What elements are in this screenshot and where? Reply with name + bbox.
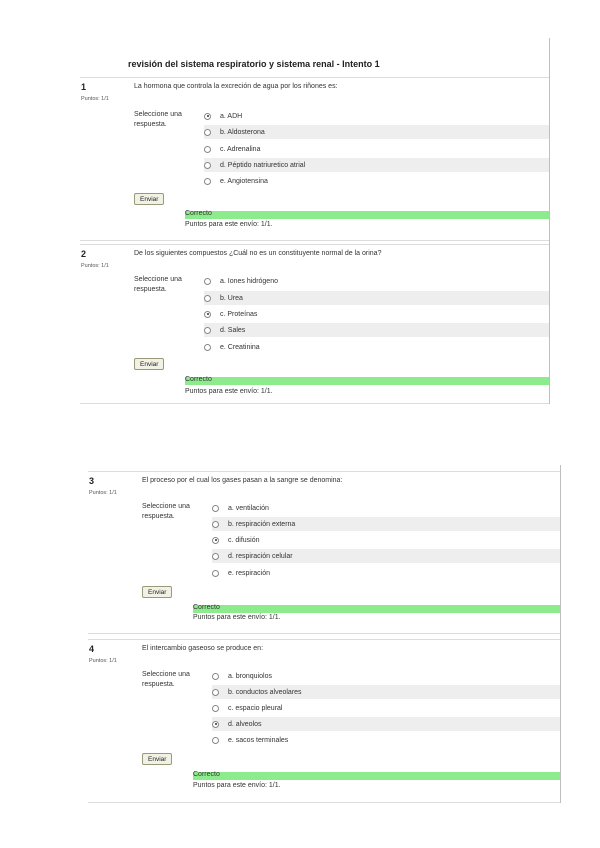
- radio-button[interactable]: [212, 721, 219, 728]
- answer-option[interactable]: [212, 549, 560, 563]
- score-text: Puntos para este envío: 1/1.: [185, 388, 273, 395]
- radio-button[interactable]: [204, 113, 211, 120]
- submit-button[interactable]: Enviar: [134, 193, 164, 205]
- question-points: Puntos: 1/1: [89, 490, 117, 496]
- answer-option[interactable]: [212, 566, 560, 580]
- radio-button[interactable]: [204, 278, 211, 285]
- question-points: Puntos: 1/1: [81, 96, 109, 102]
- answer-option[interactable]: [204, 307, 549, 321]
- select-prompt: Seleccione una respuesta.: [142, 671, 190, 688]
- radio-button[interactable]: [212, 570, 219, 577]
- feedback-bar: [185, 377, 549, 385]
- option-label: a. ventilación: [228, 504, 269, 512]
- question-text: De los siguientes compuestos ¿Cuál no es un constituyente normal de la orina?: [134, 250, 382, 257]
- answer-option[interactable]: [204, 158, 549, 172]
- answer-option[interactable]: [204, 142, 549, 156]
- radio-button[interactable]: [212, 737, 219, 744]
- question-top-border: [88, 471, 560, 472]
- radio-button[interactable]: [204, 344, 211, 351]
- radio-button[interactable]: [212, 521, 219, 528]
- select-prompt: Seleccione una respuesta.: [134, 111, 182, 128]
- option-label: d. Sales: [220, 326, 246, 334]
- option-label: e. respiración: [228, 569, 271, 577]
- question-text: El intercambio gaseoso se produce en:: [142, 645, 264, 652]
- question-number: 3: [89, 476, 95, 486]
- answer-option[interactable]: [212, 669, 560, 683]
- radio-button[interactable]: [212, 689, 219, 696]
- radio-button[interactable]: [212, 705, 219, 712]
- submit-button[interactable]: Enviar: [142, 753, 172, 765]
- option-label: d. respiración celular: [228, 552, 293, 560]
- radio-button[interactable]: [204, 146, 211, 153]
- radio-button[interactable]: [204, 129, 211, 136]
- question-bottom-border: [80, 403, 549, 404]
- answer-option[interactable]: [212, 517, 560, 531]
- option-label: d. alveolos: [228, 720, 262, 728]
- question-number: 4: [89, 644, 95, 654]
- option-label: e. Angiotensina: [220, 177, 268, 185]
- answer-option[interactable]: [212, 717, 560, 731]
- question-text: El proceso por el cual los gases pasan a la sangre se denomina:: [142, 477, 343, 484]
- answer-option[interactable]: [212, 733, 560, 747]
- feedback-label: Correcto: [193, 604, 220, 611]
- question-number: 1: [81, 82, 87, 92]
- feedback-bar: [193, 605, 560, 613]
- answer-option[interactable]: [212, 501, 560, 515]
- option-label: e. Creatinina: [220, 343, 260, 351]
- radio-button[interactable]: [212, 553, 219, 560]
- radio-button[interactable]: [212, 673, 219, 680]
- option-label: c. Proteínas: [220, 310, 258, 318]
- option-label: b. conductos alveolares: [228, 688, 302, 696]
- question-top-border: [80, 77, 549, 78]
- option-label: c. espacio pleural: [228, 704, 283, 712]
- answer-option[interactable]: [204, 340, 549, 354]
- question-number: 2: [81, 249, 87, 259]
- answer-option[interactable]: [204, 291, 549, 305]
- option-label: c. difusión: [228, 536, 260, 544]
- submit-button[interactable]: Enviar: [142, 586, 172, 598]
- page-divider: [560, 465, 561, 803]
- answer-option[interactable]: [212, 701, 560, 715]
- page-divider: [549, 38, 550, 404]
- score-text: Puntos para este envío: 1/1.: [193, 782, 281, 789]
- answer-option[interactable]: [204, 174, 549, 188]
- radio-button[interactable]: [204, 178, 211, 185]
- question-bottom-border: [88, 633, 560, 634]
- feedback-label: Correcto: [185, 210, 212, 217]
- option-label: a. bronquiolos: [228, 672, 272, 680]
- feedback-bar: [185, 211, 549, 219]
- option-label: b. Urea: [220, 294, 243, 302]
- question-points: Puntos: 1/1: [81, 263, 109, 269]
- answer-option[interactable]: [204, 125, 549, 139]
- answer-option[interactable]: [204, 323, 549, 337]
- question-top-border: [80, 244, 549, 245]
- select-prompt: Seleccione una respuesta.: [142, 503, 190, 520]
- option-label: a. Iones hidrógeno: [220, 277, 278, 285]
- submit-button[interactable]: Enviar: [134, 358, 164, 370]
- radio-button[interactable]: [204, 311, 211, 318]
- option-label: b. Aldosterona: [220, 128, 265, 136]
- answer-option[interactable]: [212, 685, 560, 699]
- radio-button[interactable]: [212, 505, 219, 512]
- option-label: c. Adrenalina: [220, 145, 261, 153]
- feedback-bar: [193, 772, 560, 780]
- answer-option[interactable]: [204, 109, 549, 123]
- option-label: b. respiración externa: [228, 520, 296, 528]
- score-text: Puntos para este envío: 1/1.: [193, 614, 281, 621]
- option-label: d. Péptido natriuretico atrial: [220, 161, 306, 169]
- page-title: revisión del sistema respiratorio y sistema renal - Intento 1: [128, 59, 380, 69]
- question-top-border: [88, 639, 560, 640]
- option-label: a. ADH: [220, 112, 243, 120]
- radio-button[interactable]: [212, 537, 219, 544]
- select-prompt: Seleccione una respuesta.: [134, 276, 182, 293]
- question-text: La hormona que controla la excreción de agua por los riñones es:: [134, 83, 338, 90]
- radio-button[interactable]: [204, 162, 211, 169]
- option-label: e. sacos terminales: [228, 736, 289, 744]
- radio-button[interactable]: [204, 327, 211, 334]
- question-points: Puntos: 1/1: [89, 658, 117, 664]
- answer-option[interactable]: [204, 274, 549, 288]
- question-bottom-border: [88, 802, 560, 803]
- radio-button[interactable]: [204, 295, 211, 302]
- answer-option[interactable]: [212, 533, 560, 547]
- feedback-label: Correcto: [193, 771, 220, 778]
- score-text: Puntos para este envío: 1/1.: [185, 221, 273, 228]
- feedback-label: Correcto: [185, 376, 212, 383]
- question-bottom-border: [80, 240, 549, 241]
